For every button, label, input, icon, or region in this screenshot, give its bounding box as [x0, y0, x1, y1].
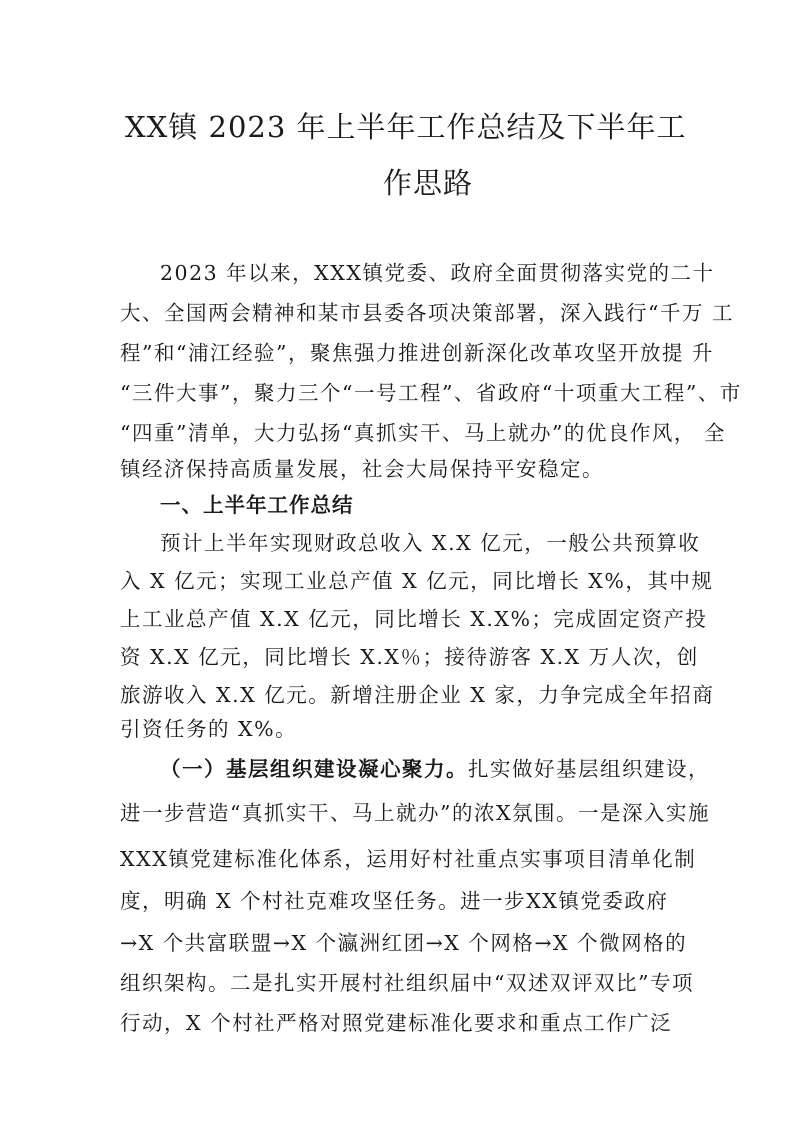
summary-line-6: 引资任务的 X%。: [120, 717, 298, 741]
intro-line-2: 大、全国两会精神和某市县委各项决策部署，深入践行“千万 工: [120, 301, 734, 325]
document-title-line-1: XX镇 2023 年上半年工作总结及下半年工: [125, 110, 687, 144]
intro-line-1: 2023 年以来，XXX镇党委、政府全面贯彻落实党的二十: [160, 261, 715, 285]
summary-line-2: 入 X 亿元；实现工业总产值 X 亿元，同比增长 X%，其中规: [120, 569, 714, 593]
subsection-line-7: 行动，X 个村社严格对照党建标准化要求和重点工作广泛: [120, 1011, 673, 1035]
summary-line-1: 预计上半年实现财政总收入 X.X 亿元，一般公共预算收: [160, 531, 701, 555]
document-title-line-2: 作思路: [383, 166, 474, 200]
intro-line-4: “三件大事”，聚力三个“一号工程”、省政府“十项重大工程”、市: [120, 381, 742, 405]
intro-line-6: 镇经济保持高质量发展，社会大局保持平安稳定。: [120, 457, 604, 481]
summary-line-5: 旅游收入 X.X 亿元。新增注册企业 X 家，力争完成全年招商: [120, 683, 715, 707]
subsection-line-2: 进一步营造“真抓实干、马上就办”的浓X氛围。一是深入实施: [120, 801, 711, 825]
intro-line-3: 程”和“浦江经验”，聚焦强力推进创新深化改革攻坚开放提 升: [120, 341, 714, 365]
subsection-line-4: 度，明确 X 个村社克难攻坚任务。进一步XX镇党委政府: [120, 889, 669, 913]
summary-line-4: 资 X.X 亿元，同比增长 X.X％；接待游客 X.X 万人次，创: [120, 645, 699, 669]
subsection-first-line: [160, 756, 710, 782]
subsection-heading: （一）基层组织建设凝心聚力。: [160, 757, 468, 781]
subsection-line-3: XXX镇党建标准化体系，运用好村社重点实事项目清单化制: [120, 847, 697, 871]
subsection-line-5: →X 个共富联盟→X 个瀛洲红团→X 个网格→X 个微网格的: [120, 931, 688, 955]
section-heading: 一、上半年工作总结: [160, 493, 354, 517]
subsection-first-line-text: 扎实做好基层组织建设，: [468, 757, 710, 781]
subsection-line-6: 组织架构。二是扎实开展村社组织届中“双述双评双比”专项: [120, 971, 694, 995]
summary-line-3: 上工业总产值 X.X 亿元，同比增长 X.X%；完成固定资产投: [120, 607, 708, 631]
intro-line-5: “四重”清单，大力弘扬“真抓实干、马上就办”的优良作风， 全: [120, 421, 726, 445]
